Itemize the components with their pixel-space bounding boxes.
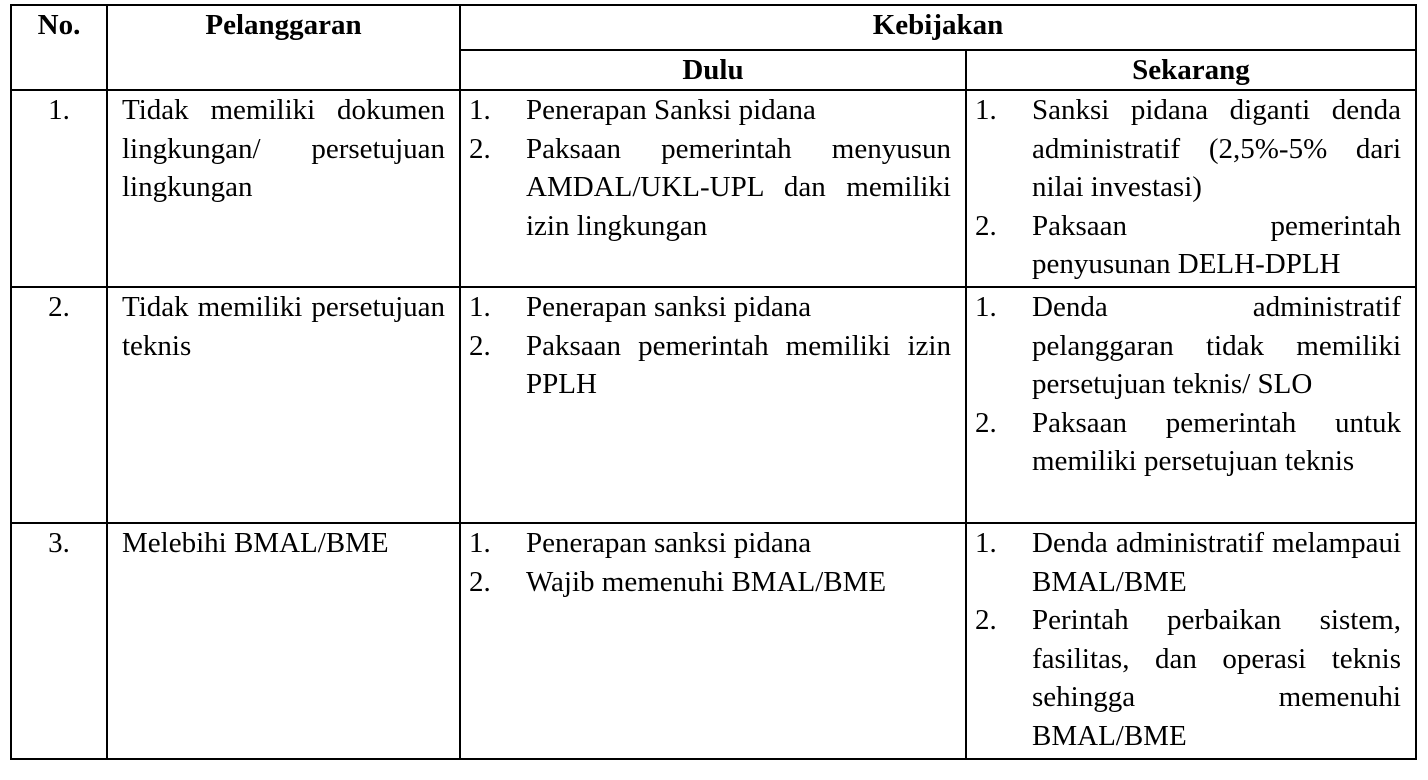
list-item: 2. Perintah perbaikan sistem, fasilitas, dan operasi teknis sehingga memenuhi BMAL/BME — [975, 604, 1401, 752]
header-policy: Kebijakan — [460, 5, 1416, 50]
violation-cell: Tidak memiliki persetujuan teknis — [107, 287, 460, 523]
current-policy-cell — [966, 523, 1416, 759]
list-item: 1. Sanksi pidana diganti denda administratif (2,5%-5% dari nilai investasi) — [975, 94, 1401, 203]
header-no: No. — [11, 5, 107, 90]
violation-cell: Tidak memiliki dokumen lingkungan/ persetujuan lingkungan — [107, 90, 460, 287]
list-item: 1. Penerapan Sanksi pidana — [469, 94, 816, 126]
list-item: 1. Penerapan sanksi pidana — [469, 291, 812, 323]
row-number: 3. — [11, 523, 107, 759]
before-policy-cell — [460, 90, 966, 287]
list-item: 2. Paksaan pemerintah menyusun AMDAL/UKL-UPL dan memiliki izin lingkungan — [469, 132, 951, 242]
violation-cell: Melebihi BMAL/BME — [107, 523, 460, 759]
policy-comparison-table — [10, 4, 1417, 760]
list-item: 2. Paksaan pemerintah memiliki izin PPLH — [469, 329, 951, 400]
list-item: 2. Paksaan pemerintah untuk memiliki persetujuan teknis — [975, 406, 1401, 477]
current-policy-cell — [966, 287, 1416, 523]
current-policy-cell — [966, 90, 1416, 287]
table-row — [11, 523, 1416, 759]
before-policy-cell — [460, 523, 966, 759]
table-row — [11, 90, 1416, 287]
table-header — [11, 5, 1416, 90]
table-row — [11, 287, 1416, 523]
list-item: 2. Paksaan pemerintah penyusunan DELH-DPLH — [975, 209, 1401, 280]
header-before: Dulu — [460, 50, 966, 90]
row-number: 1. — [11, 90, 107, 287]
document-page — [10, 4, 1417, 760]
header-now: Sekarang — [966, 50, 1416, 90]
row-number: 2. — [11, 287, 107, 523]
before-policy-cell — [460, 287, 966, 523]
header-violation: Pelanggaran — [107, 5, 460, 90]
list-item: 1. Denda administratif melampaui BMAL/BME — [975, 527, 1401, 598]
list-item: 1. Denda administratif pelanggaran tidak memiliki persetujuan teknis/ SLO — [975, 291, 1401, 400]
list-item: 1. Penerapan sanksi pidana — [469, 527, 812, 559]
list-item: 2. Wajib memenuhi BMAL/BME — [469, 565, 887, 598]
